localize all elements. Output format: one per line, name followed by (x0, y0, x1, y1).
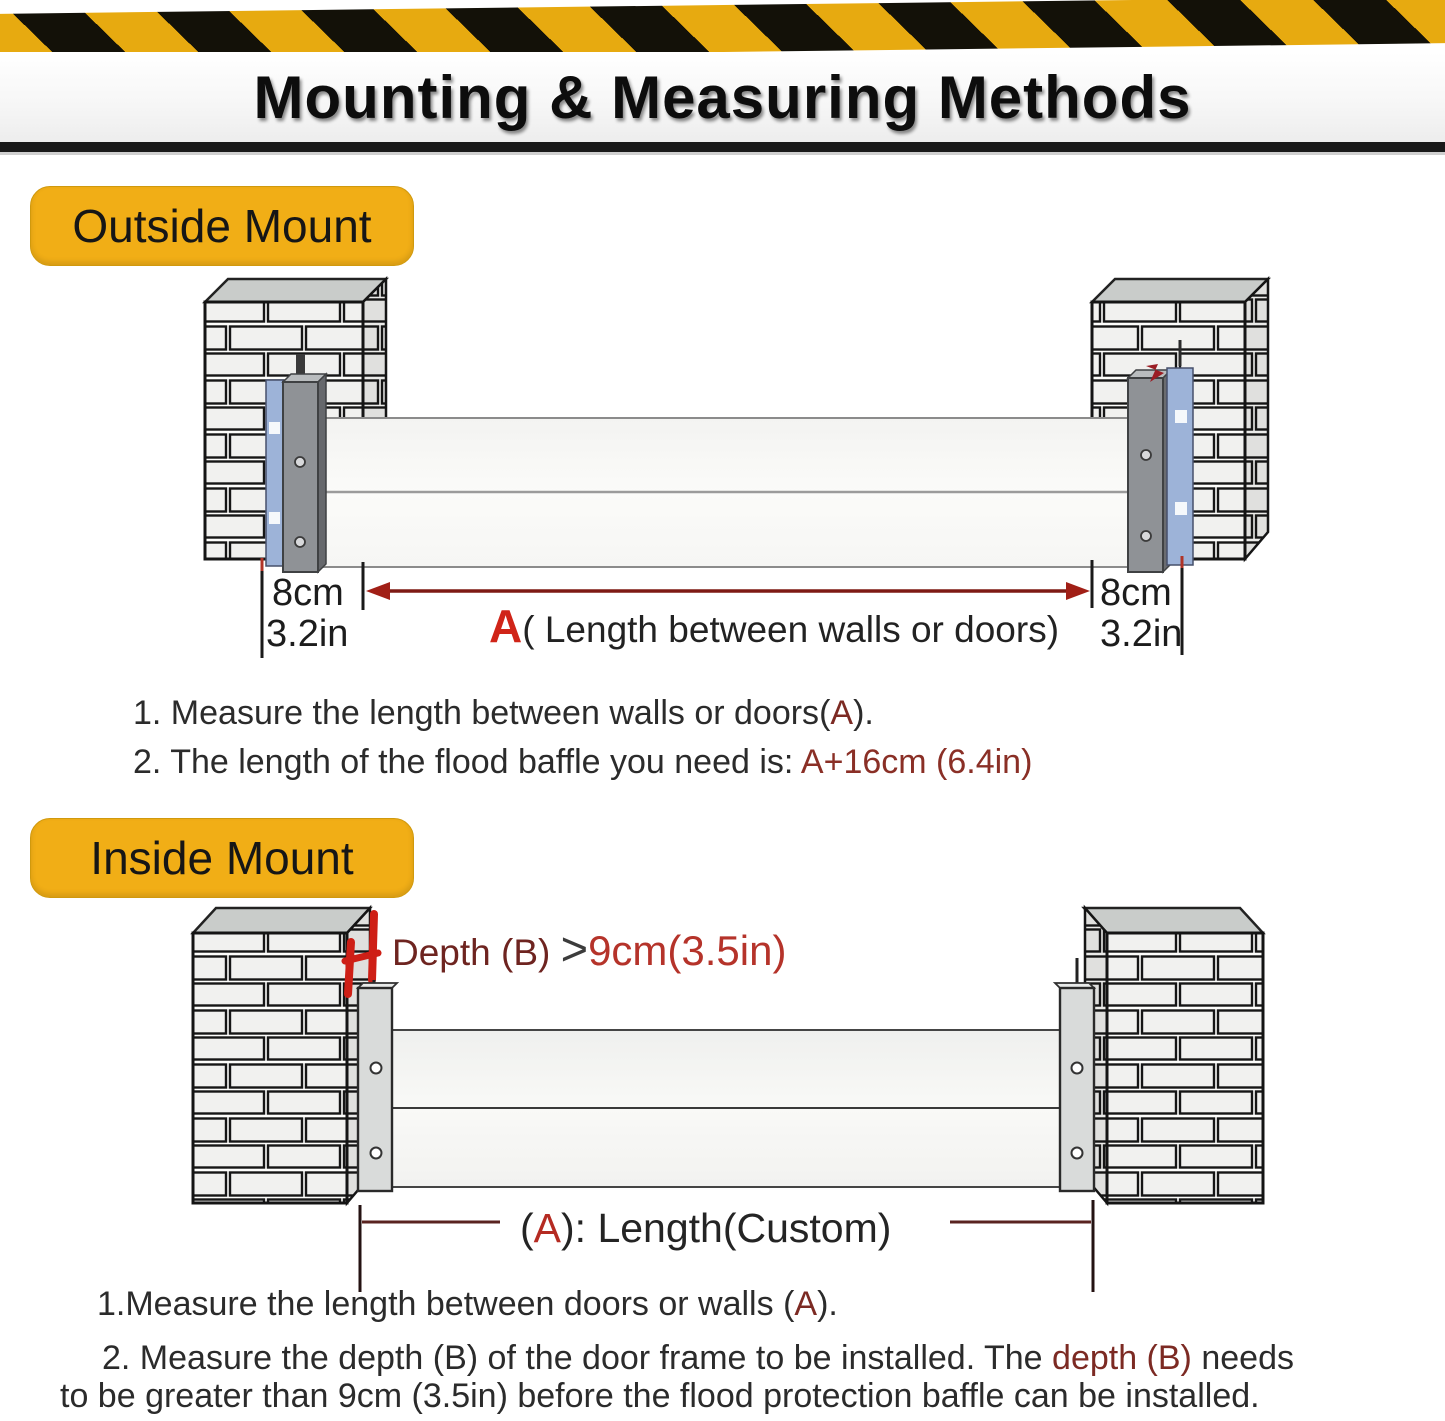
right-offset-in: 3.2in (1100, 613, 1183, 655)
screw (1072, 1148, 1083, 1159)
outside-step-1: 1. Measure the length between walls or doors(A). (133, 694, 874, 732)
depth-requirement-label: Depth (B) >9cm(3.5in) (392, 922, 787, 975)
page-title: Mounting & Measuring Methods (253, 63, 1192, 131)
header-divider-light (0, 152, 1445, 155)
left-mounting-channel (283, 354, 326, 572)
screw (371, 1063, 382, 1074)
inside-step-1: 1.Measure the length between doors or walls (A). (97, 1285, 838, 1323)
flood-barrier-panels (323, 418, 1128, 567)
title-band (0, 52, 1445, 142)
screw (1141, 531, 1151, 541)
screw (295, 457, 305, 467)
screw (371, 1148, 382, 1159)
flood-barrier-panels (392, 1030, 1060, 1187)
screw (295, 537, 305, 547)
right-offset-cm: 8cm (1100, 572, 1172, 614)
right-brick-pillar (1084, 908, 1263, 1203)
screw (1141, 450, 1151, 460)
span-length-letter: A (489, 600, 523, 652)
inside-mount-badge-label: Inside Mount (90, 832, 354, 884)
custom-length-label: (A): Length(Custom) (520, 1205, 892, 1251)
right-mounting-channel (1128, 370, 1171, 572)
inside-step-2-line-1: 2. Measure the depth (B) of the door frame to be installed. The depth (B) needs (102, 1339, 1294, 1377)
greater-than-sign: > (560, 922, 589, 975)
header-divider (0, 142, 1445, 152)
left-offset-cm: 8cm (272, 572, 344, 614)
outside-mount-badge (30, 186, 414, 266)
span-length-label: A( Length between walls or doors) (489, 600, 1060, 652)
outside-step-2: 2. The length of the flood baffle you need is: A+16cm (6.4in) (133, 743, 1033, 781)
inside-mount-badge (30, 818, 414, 898)
left-brick-pillar (193, 908, 370, 1203)
left-mounting-channel (358, 980, 397, 1191)
right-mounting-channel (1055, 958, 1094, 1191)
left-offset-in: 3.2in (266, 613, 349, 655)
left-gasket-strip (266, 380, 283, 566)
screw (1072, 1063, 1083, 1074)
inside-step-2-line-2: to be greater than 9cm (3.5in) before the flood protection baffle can be installed. (60, 1377, 1260, 1415)
outside-mount-badge-label: Outside Mount (72, 200, 372, 252)
